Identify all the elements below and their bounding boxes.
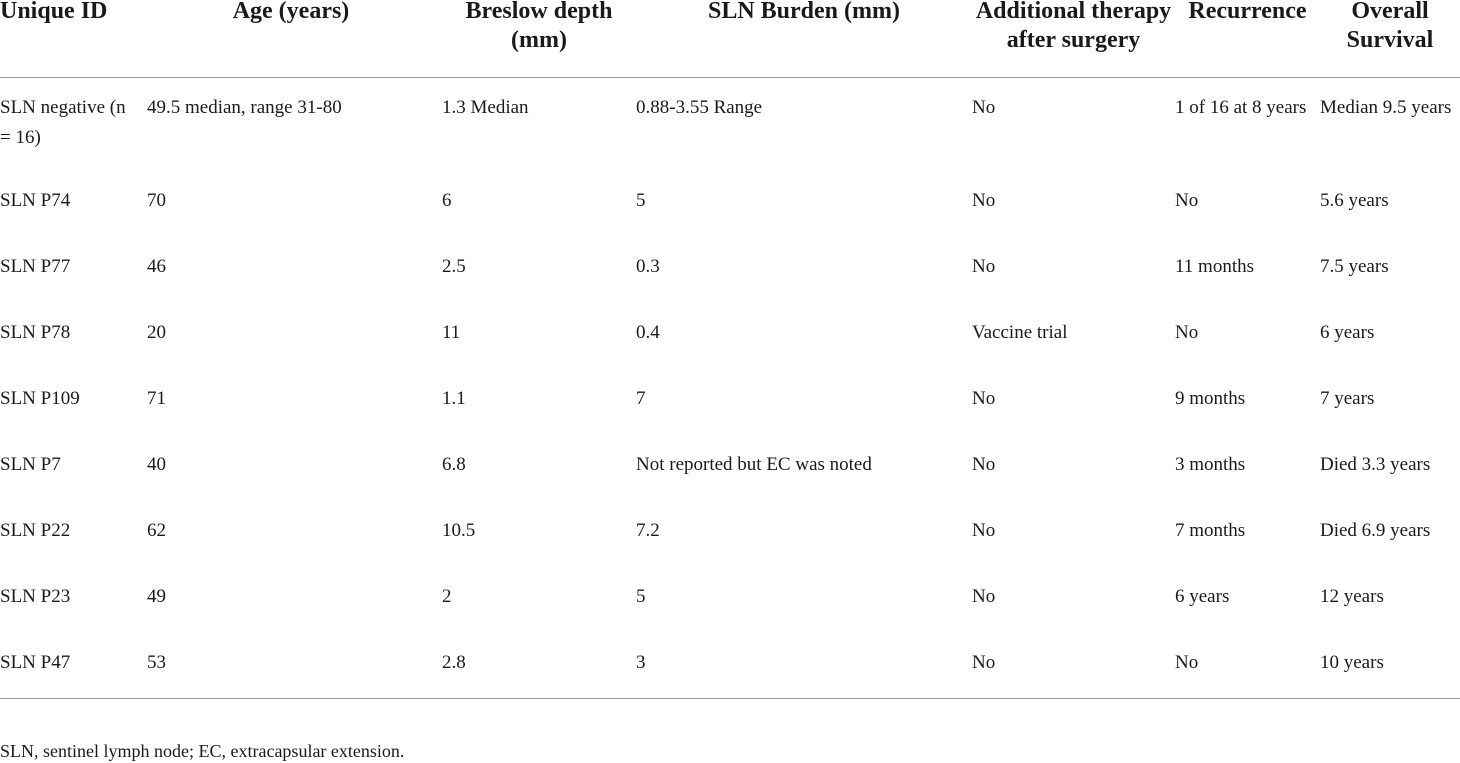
cell-age — [140, 78, 442, 175]
cell-overall-survival — [1320, 636, 1460, 699]
cell-text: No — [1175, 190, 1199, 211]
cell-overall-survival — [1320, 504, 1460, 570]
cell-overall-survival — [1320, 570, 1460, 636]
cell-recurrence — [1175, 570, 1320, 636]
cell-breslow-depth — [442, 240, 636, 306]
cell-breslow-depth — [442, 504, 636, 570]
cell-age — [140, 570, 442, 636]
table-row — [0, 78, 1460, 175]
cell-text: 70 — [147, 190, 166, 211]
cell-additional-therapy — [972, 570, 1175, 636]
cell-text: Died 6.9 years — [1320, 520, 1431, 541]
cell-breslow-depth — [442, 174, 636, 240]
cell-sln-burden — [636, 372, 972, 438]
cell-text: SLN P78 — [0, 322, 71, 343]
table-row — [0, 570, 1460, 636]
cell-text: 11 months — [1175, 256, 1254, 277]
table-body — [0, 78, 1460, 699]
cell-text: No — [972, 652, 996, 673]
cell-text: 7 years — [1320, 388, 1375, 409]
cell-unique-id — [0, 306, 140, 372]
cell-additional-therapy — [972, 504, 1175, 570]
cell-text: 2.5 — [442, 256, 466, 277]
cell-recurrence — [1175, 240, 1320, 306]
cell-breslow-depth — [442, 570, 636, 636]
cell-overall-survival — [1320, 240, 1460, 306]
table-row — [0, 438, 1460, 504]
cell-recurrence — [1175, 504, 1320, 570]
cell-age — [140, 372, 442, 438]
cell-breslow-depth — [442, 78, 636, 175]
cell-sln-burden — [636, 174, 972, 240]
cell-text: 0.4 — [636, 322, 660, 343]
cell-text: 6 years — [1175, 586, 1230, 607]
cell-overall-survival — [1320, 78, 1460, 175]
cell-additional-therapy — [972, 174, 1175, 240]
table-row — [0, 504, 1460, 570]
cell-age — [140, 240, 442, 306]
cell-text: 7 months — [1175, 520, 1246, 541]
cell-recurrence — [1175, 636, 1320, 699]
cell-sln-burden — [636, 306, 972, 372]
cell-text: SLN P74 — [0, 190, 71, 211]
cell-age — [140, 504, 442, 570]
cell-text: No — [972, 388, 996, 409]
table-row — [0, 240, 1460, 306]
cell-additional-therapy — [972, 438, 1175, 504]
table-row — [0, 636, 1460, 699]
cell-sln-burden — [636, 78, 972, 175]
cell-additional-therapy — [972, 240, 1175, 306]
cell-text: Died 3.3 years — [1320, 454, 1431, 475]
header-overall-survival: Overall Survival — [1320, 0, 1460, 78]
cell-text: No — [1175, 322, 1199, 343]
cell-age — [140, 174, 442, 240]
cell-sln-burden — [636, 240, 972, 306]
cell-text: No — [972, 586, 996, 607]
cell-text: 0.3 — [636, 256, 660, 277]
cell-text: SLN P47 — [0, 652, 71, 673]
cell-sln-burden — [636, 570, 972, 636]
cell-additional-therapy — [972, 78, 1175, 175]
cell-unique-id — [0, 570, 140, 636]
cell-text: SLN P7 — [0, 454, 61, 475]
cell-text: 2.8 — [442, 652, 466, 673]
cell-text: 1.3 Median — [442, 97, 529, 118]
cell-breslow-depth — [442, 372, 636, 438]
cell-text: SLN P77 — [0, 256, 71, 277]
cell-text: 6 years — [1320, 322, 1375, 343]
cell-sln-burden — [636, 636, 972, 699]
cell-text: No — [972, 256, 996, 277]
cell-recurrence — [1175, 372, 1320, 438]
cell-text: SLN P22 — [0, 520, 71, 541]
cell-recurrence — [1175, 438, 1320, 504]
cell-text: 7.5 years — [1320, 256, 1389, 277]
cell-breslow-depth — [442, 306, 636, 372]
table-row — [0, 306, 1460, 372]
cell-text: 6.8 — [442, 454, 466, 475]
cell-text: 49 — [147, 586, 166, 607]
cell-text: 46 — [147, 256, 166, 277]
cell-unique-id — [0, 174, 140, 240]
cell-text: Not reported but EC was noted — [636, 454, 872, 475]
cell-text: No — [972, 520, 996, 541]
header-age: Age (years) — [140, 0, 442, 78]
cell-age — [140, 306, 442, 372]
cell-text: Median 9.5 years — [1320, 97, 1452, 118]
cell-age — [140, 438, 442, 504]
cell-breslow-depth — [442, 636, 636, 699]
cell-breslow-depth — [442, 438, 636, 504]
cell-text: 12 years — [1320, 586, 1384, 607]
cell-additional-therapy — [972, 306, 1175, 372]
cell-text: 20 — [147, 322, 166, 343]
cell-text: Vaccine trial — [972, 322, 1068, 343]
header-recurrence: Recurrence — [1175, 0, 1320, 78]
cell-age — [140, 636, 442, 699]
cell-text: 10.5 — [442, 520, 476, 541]
table-row — [0, 372, 1460, 438]
cell-text: 71 — [147, 388, 166, 409]
cell-text: 9 months — [1175, 388, 1246, 409]
cell-overall-survival — [1320, 306, 1460, 372]
table-footnote: SLN, sentinel lymph node; EC, extracapsular extension. — [0, 741, 405, 761]
cell-text: No — [1175, 652, 1199, 673]
cell-sln-burden — [636, 438, 972, 504]
cell-recurrence — [1175, 78, 1320, 175]
cell-text: 11 — [442, 322, 461, 343]
cell-text: 3 — [636, 652, 646, 673]
cell-text: 49.5 median, range 31-80 — [147, 97, 342, 118]
cell-text: No — [972, 190, 996, 211]
cell-unique-id — [0, 636, 140, 699]
cell-text: SLN P23 — [0, 586, 71, 607]
header-breslow-depth: Breslow depth (mm) — [442, 0, 636, 78]
table-row — [0, 174, 1460, 240]
cell-unique-id — [0, 78, 140, 175]
cell-text: No — [972, 97, 996, 118]
cell-text: 5.6 years — [1320, 190, 1389, 211]
cell-recurrence — [1175, 306, 1320, 372]
cell-text: 6 — [442, 190, 452, 211]
cell-additional-therapy — [972, 636, 1175, 699]
header-unique-id: Unique ID — [0, 0, 140, 78]
cell-text: 3 months — [1175, 454, 1246, 475]
cell-text: 1.1 — [442, 388, 466, 409]
cell-unique-id — [0, 504, 140, 570]
cell-text: 2 — [442, 586, 452, 607]
cell-unique-id — [0, 438, 140, 504]
header-additional-therapy: Additional therapy after surgery — [972, 0, 1175, 78]
cell-text: 0.88-3.55 Range — [636, 97, 763, 118]
cell-sln-burden — [636, 504, 972, 570]
cell-overall-survival — [1320, 372, 1460, 438]
cell-text: 62 — [147, 520, 166, 541]
cell-unique-id — [0, 372, 140, 438]
cell-text: 7.2 — [636, 520, 660, 541]
cell-text: No — [972, 454, 996, 475]
cell-additional-therapy — [972, 372, 1175, 438]
cell-text: SLN negative (n = 16) — [0, 97, 126, 148]
cell-overall-survival — [1320, 438, 1460, 504]
cell-text: SLN P109 — [0, 388, 80, 409]
header-sln-burden: SLN Burden (mm) — [636, 0, 972, 78]
cell-text: 1 of 16 at 8 years — [1175, 97, 1307, 118]
cell-text: 53 — [147, 652, 166, 673]
table-header-row — [0, 0, 1460, 78]
cell-recurrence — [1175, 174, 1320, 240]
cell-text: 5 — [636, 586, 646, 607]
cell-text: 5 — [636, 190, 646, 211]
cell-overall-survival — [1320, 174, 1460, 240]
cell-text: 40 — [147, 454, 166, 475]
cell-text: 10 years — [1320, 652, 1384, 673]
cell-text: 7 — [636, 388, 646, 409]
cell-unique-id — [0, 240, 140, 306]
